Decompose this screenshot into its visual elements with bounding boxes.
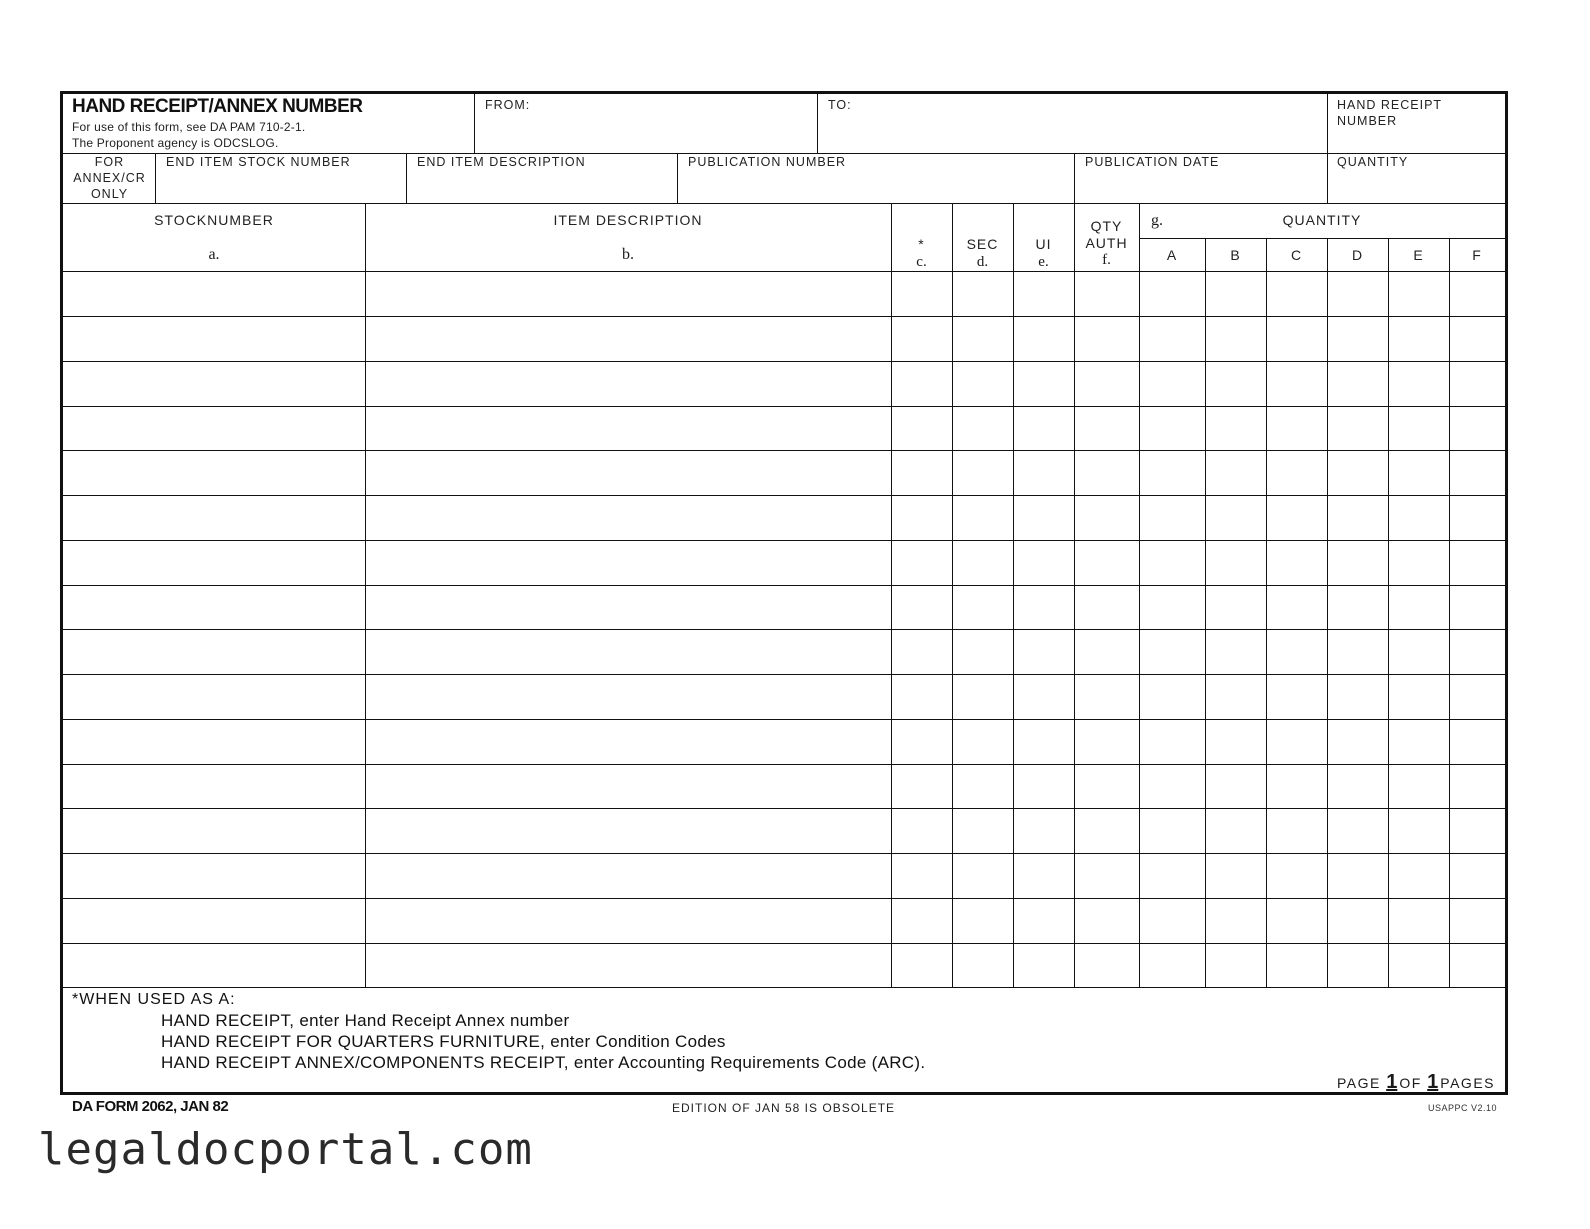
table-row[interactable] bbox=[63, 496, 1505, 541]
table-row[interactable] bbox=[63, 943, 1505, 988]
from-label: FROM: bbox=[485, 98, 531, 112]
for-annex-cell bbox=[63, 154, 156, 204]
col-divider bbox=[1449, 238, 1450, 988]
quantity-sub-divider bbox=[1139, 238, 1505, 239]
sub-col-a-header: A bbox=[1166, 247, 1178, 263]
footnote-heading: *WHEN USED AS A: bbox=[72, 991, 236, 1008]
col-divider bbox=[365, 204, 366, 988]
from-field[interactable] bbox=[475, 94, 818, 154]
sub-col-b-header: B bbox=[1230, 247, 1241, 263]
publication-date-label: PUBLICATION DATE bbox=[1085, 155, 1220, 169]
hand-receipt-number-field[interactable] bbox=[1328, 94, 1505, 154]
version-label: USAPPC V2.10 bbox=[1428, 1103, 1498, 1113]
col-divider bbox=[891, 204, 892, 988]
table-row[interactable] bbox=[63, 317, 1505, 362]
for-annex-label-3: ONLY bbox=[90, 187, 129, 201]
table-row[interactable] bbox=[63, 854, 1505, 899]
qty-header: QTY bbox=[1090, 218, 1123, 234]
footnote-line-1: HAND RECEIPT, enter Hand Receipt Annex number bbox=[161, 1011, 570, 1030]
ui-header: UI bbox=[1035, 236, 1052, 252]
g-letter: g. bbox=[1151, 212, 1163, 229]
table-row[interactable] bbox=[63, 362, 1505, 407]
col-divider bbox=[1266, 238, 1267, 988]
table-row[interactable] bbox=[63, 675, 1505, 720]
edition-note: EDITION OF JAN 58 IS OBSOLETE bbox=[672, 1101, 896, 1115]
stock-number-letter: a. bbox=[208, 246, 220, 263]
publication-number-field[interactable] bbox=[678, 154, 1075, 204]
table-row[interactable] bbox=[63, 406, 1505, 451]
end-item-description-field[interactable] bbox=[407, 154, 678, 204]
column-header bbox=[63, 204, 1505, 272]
for-annex-label-2: ANNEX/CR bbox=[73, 171, 146, 185]
page-counter bbox=[1337, 1071, 1495, 1094]
form-subtitle-1: For use of this form, see DA PAM 710-2-1. bbox=[72, 120, 306, 134]
hand-receipt-number-label-2: NUMBER bbox=[1337, 114, 1398, 128]
end-item-description-label: END ITEM DESCRIPTION bbox=[417, 155, 586, 169]
to-label: TO: bbox=[828, 98, 852, 112]
hand-receipt-form bbox=[60, 91, 1508, 1095]
sub-col-e-header: E bbox=[1413, 247, 1424, 263]
col-divider bbox=[1388, 238, 1389, 988]
form-title: HAND RECEIPT/ANNEX NUMBER bbox=[72, 96, 363, 117]
sub-col-c-header: C bbox=[1290, 247, 1303, 263]
sec-letter: d. bbox=[976, 254, 989, 270]
auth-header: AUTH bbox=[1085, 235, 1128, 251]
page-label: PAGE bbox=[1336, 1075, 1381, 1091]
item-table bbox=[63, 272, 1505, 988]
of-label: OF bbox=[1399, 1075, 1422, 1091]
watermark: legaldocportal.com bbox=[38, 1124, 533, 1175]
footnote-line-3: HAND RECEIPT ANNEX/COMPONENTS RECEIPT, enter Accounting Requirements Code (ARC). bbox=[161, 1053, 926, 1072]
page-number[interactable]: 1 bbox=[1386, 1071, 1398, 1093]
ui-letter: e. bbox=[1038, 254, 1049, 270]
table-row[interactable] bbox=[63, 451, 1505, 496]
table-row[interactable] bbox=[63, 541, 1505, 586]
pages-label: PAGES bbox=[1440, 1075, 1495, 1091]
hand-receipt-number-label-1: HAND RECEIPT bbox=[1337, 98, 1443, 112]
quantity-field[interactable] bbox=[1328, 154, 1505, 204]
total-pages[interactable]: 1 bbox=[1427, 1071, 1439, 1093]
sub-col-f-header: F bbox=[1472, 247, 1482, 263]
publication-number-label: PUBLICATION NUMBER bbox=[688, 155, 847, 169]
form-subtitle-2: The Proponent agency is ODCSLOG. bbox=[72, 136, 279, 150]
quantity-group-header: QUANTITY bbox=[1282, 212, 1362, 228]
title-cell bbox=[63, 94, 475, 154]
stock-number-header: STOCKNUMBER bbox=[154, 212, 274, 228]
item-description-letter: b. bbox=[622, 246, 634, 263]
col-divider bbox=[1074, 204, 1075, 988]
table-row[interactable] bbox=[63, 585, 1505, 630]
col-divider bbox=[952, 204, 953, 988]
form-id: DA FORM 2062, JAN 82 bbox=[72, 1098, 229, 1115]
table-row[interactable] bbox=[63, 764, 1505, 809]
auth-letter: f. bbox=[1102, 252, 1111, 268]
star-letter: c. bbox=[916, 254, 927, 270]
col-divider bbox=[1139, 204, 1140, 988]
sec-header: SEC bbox=[966, 236, 999, 252]
star-header: * bbox=[918, 236, 925, 252]
table-row[interactable] bbox=[63, 899, 1505, 944]
quantity-label: QUANTITY bbox=[1337, 155, 1409, 169]
table-row[interactable] bbox=[63, 809, 1505, 854]
to-field[interactable] bbox=[818, 94, 1328, 154]
col-divider bbox=[1327, 238, 1328, 988]
table-row[interactable] bbox=[63, 272, 1505, 317]
sub-col-d-header: D bbox=[1351, 247, 1364, 263]
col-divider bbox=[1205, 238, 1206, 988]
for-annex-label-1: FOR bbox=[94, 155, 125, 169]
table-row[interactable] bbox=[63, 720, 1505, 765]
table-row[interactable] bbox=[63, 630, 1505, 675]
footnote-line-2: HAND RECEIPT FOR QUARTERS FURNITURE, enter Condition Codes bbox=[161, 1032, 726, 1051]
publication-date-field[interactable] bbox=[1075, 154, 1328, 204]
col-divider bbox=[1013, 204, 1014, 988]
end-item-stock-number-label: END ITEM STOCK NUMBER bbox=[166, 155, 351, 169]
end-item-stock-number-field[interactable] bbox=[156, 154, 407, 204]
item-description-header: ITEM DESCRIPTION bbox=[553, 212, 703, 228]
